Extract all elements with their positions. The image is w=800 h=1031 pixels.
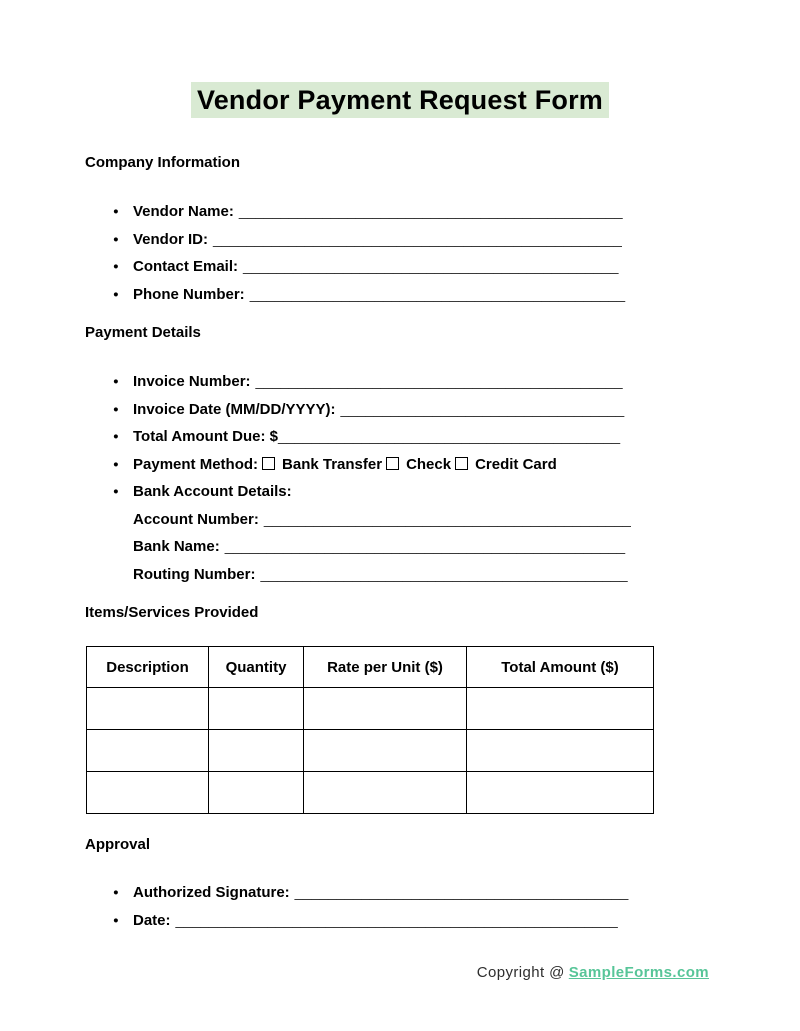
- page-title-highlight: Vendor Payment Request Form: [191, 82, 609, 118]
- blank-line: ________________________________________: [294, 884, 629, 901]
- field-payment-method: [133, 451, 725, 479]
- table-cell: [209, 772, 304, 814]
- table-row: [87, 772, 654, 814]
- document-content: [85, 154, 725, 934]
- table-cell: [87, 730, 209, 772]
- authorized-signature-label: Authorized Signature:: [133, 884, 290, 901]
- items-services-table: [86, 646, 654, 814]
- contact-email-label: Contact Email:: [133, 258, 239, 275]
- table-cell: [467, 688, 654, 730]
- section-heading-approval: Approval: [85, 836, 151, 853]
- table-header-description: Description: [87, 647, 209, 688]
- section-heading-items-services: Items/Services Provided: [85, 604, 259, 621]
- bank-name-label: Bank Name:: [133, 538, 220, 555]
- field-vendor-name: [133, 198, 725, 226]
- blank-line: _____________________________________________________: [175, 911, 618, 929]
- page-title: [0, 0, 800, 118]
- field-bank-account-details: [133, 478, 725, 588]
- table-cell: [209, 730, 304, 772]
- table-header-total-amount: Total Amount ($): [467, 647, 654, 688]
- vendor-name-label: Vendor Name:: [133, 203, 234, 220]
- copyright-text: Copyright @: [476, 964, 565, 981]
- blank-line: _________________________________________: [278, 428, 621, 445]
- table-cell: [87, 688, 209, 730]
- credit-card-checkbox-icon[interactable]: [455, 457, 468, 470]
- blank-line: _____________________________________________: [249, 285, 626, 303]
- field-invoice-number: [133, 368, 725, 396]
- blank-line: __________________________________: [340, 400, 625, 418]
- payment-details-list: [85, 368, 725, 588]
- table-cell: [304, 730, 467, 772]
- total-amount-due-label: Total Amount Due: $: [133, 428, 278, 445]
- table-header-rate-per-unit: Rate per Unit ($): [304, 647, 467, 688]
- table-header-quantity: Quantity: [209, 647, 304, 688]
- blank-line: _________________________________________________: [213, 230, 622, 248]
- payment-option-credit-card: Credit Card: [475, 455, 557, 473]
- section-heading-payment-details: Payment Details: [85, 324, 201, 341]
- field-routing-number: [133, 561, 725, 589]
- invoice-date-label: Invoice Date (MM/DD/YYYY):: [133, 400, 336, 418]
- company-information-list: [85, 198, 725, 308]
- footer: [0, 964, 800, 981]
- field-bank-name: [133, 533, 725, 561]
- field-phone-number: [133, 281, 725, 309]
- date-label: Date:: [133, 911, 171, 929]
- payment-option-bank-transfer: Bank Transfer: [282, 455, 383, 473]
- routing-number-label: Routing Number:: [133, 565, 256, 583]
- phone-number-label: Phone Number:: [133, 285, 245, 303]
- payment-method-label: Payment Method:: [133, 455, 259, 473]
- blank-line: ____________________________________________: [255, 373, 623, 390]
- field-invoice-date: [133, 396, 725, 424]
- table-cell: [209, 688, 304, 730]
- field-vendor-id: [133, 226, 725, 254]
- check-checkbox-icon[interactable]: [386, 457, 399, 470]
- invoice-number-label: Invoice Number:: [133, 373, 251, 390]
- field-contact-email: [133, 253, 725, 281]
- field-account-number: [133, 506, 725, 534]
- field-authorized-signature: [133, 879, 725, 907]
- bank-transfer-checkbox-icon[interactable]: [262, 457, 275, 470]
- table-cell: [467, 730, 654, 772]
- table-cell: [304, 688, 467, 730]
- field-date: [133, 907, 725, 935]
- table-cell: [304, 772, 467, 814]
- table-cell: [467, 772, 654, 814]
- blank-line: _____________________________________________: [243, 258, 619, 275]
- vendor-id-label: Vendor ID:: [133, 230, 209, 248]
- blank-line: ____________________________________________: [260, 565, 628, 583]
- bank-account-details-label: Bank Account Details:: [133, 483, 292, 500]
- table-row: [87, 730, 654, 772]
- account-number-label: Account Number:: [133, 510, 259, 528]
- blank-line: ________________________________________________: [224, 538, 626, 555]
- sampleforms-link[interactable]: SampleForms.com: [568, 964, 709, 981]
- section-heading-company-information: Company Information: [85, 154, 241, 171]
- table-cell: [87, 772, 209, 814]
- field-total-amount-due: [133, 423, 725, 451]
- approval-list: [85, 879, 725, 934]
- blank-line: ______________________________________________: [238, 203, 623, 220]
- table-header-row: [87, 647, 654, 688]
- payment-option-check: Check: [406, 455, 452, 473]
- table-row: [87, 688, 654, 730]
- blank-line: ____________________________________________: [263, 510, 631, 528]
